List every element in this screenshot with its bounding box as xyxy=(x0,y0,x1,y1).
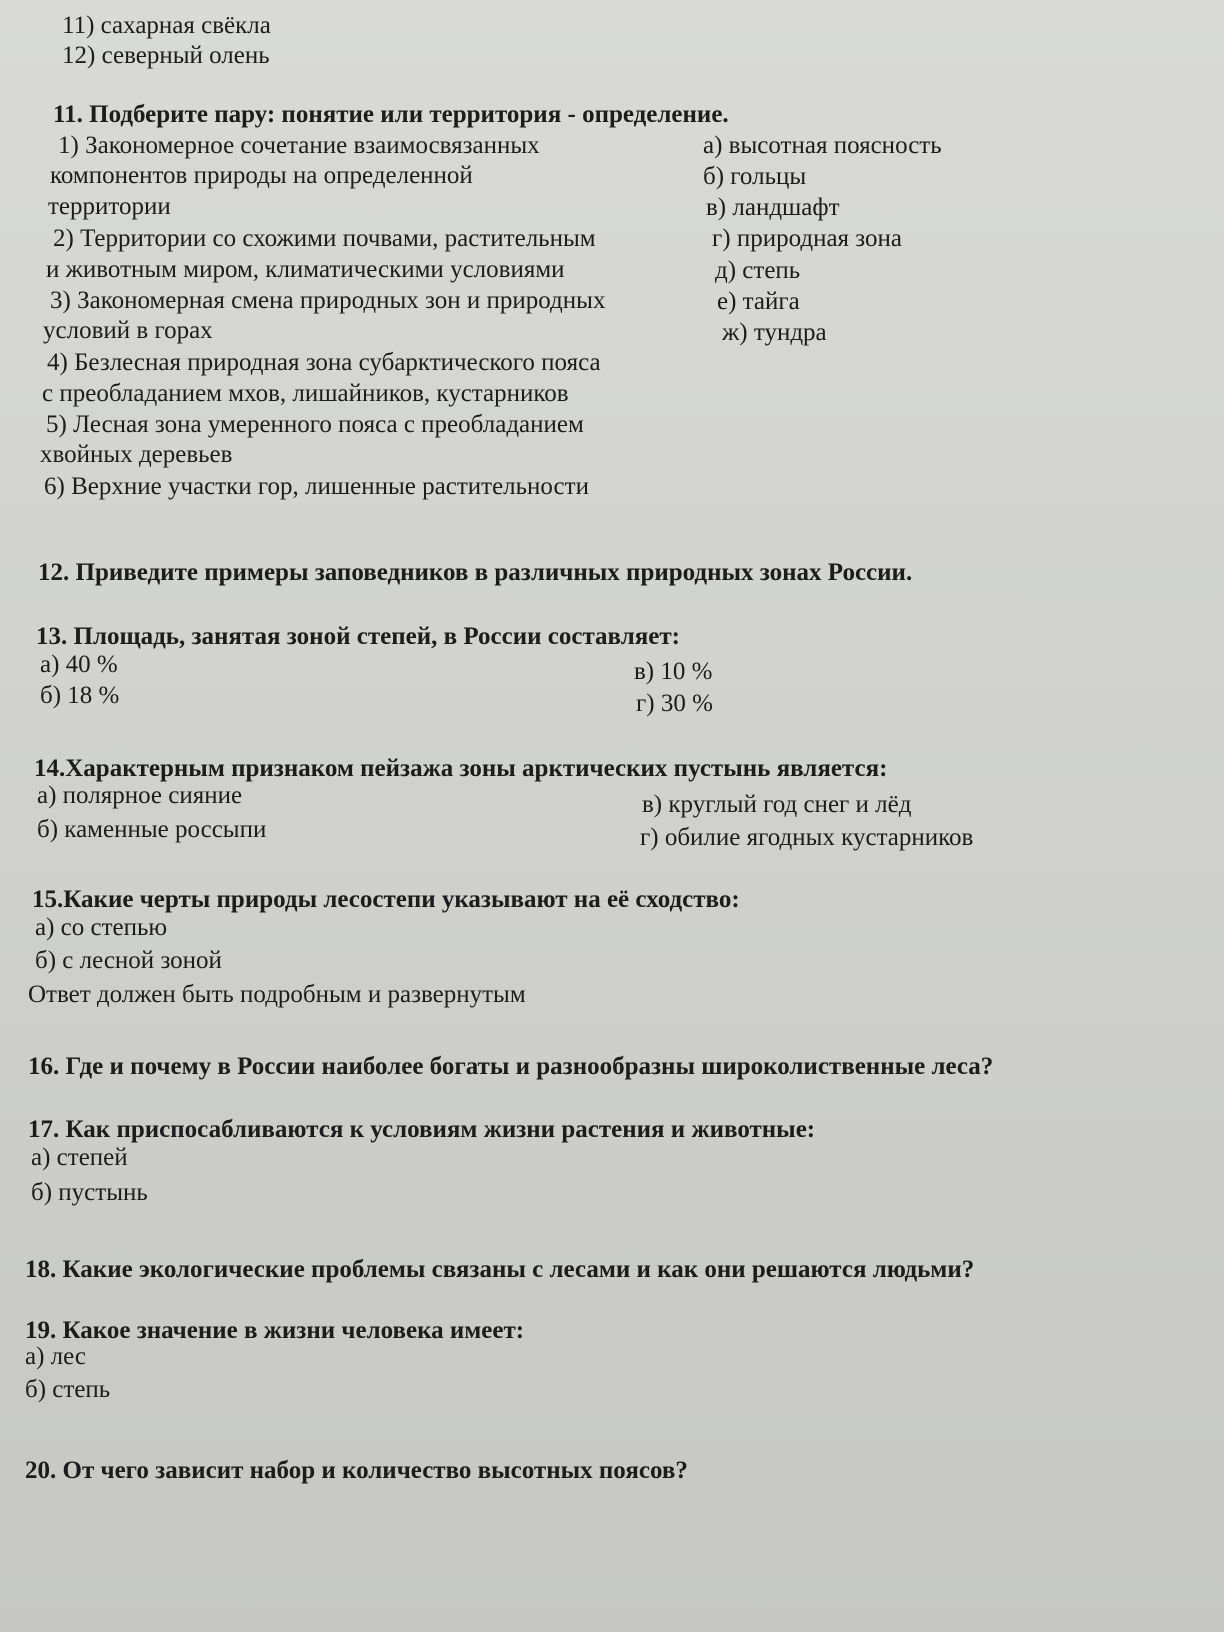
q13-option: в) 10 % xyxy=(634,658,713,685)
q11-left-line: условий в горах xyxy=(43,317,213,344)
q11-left-line: 4) Безлесная природная зона субарктического пояса xyxy=(47,349,601,376)
q14-option: б) каменные россыпи xyxy=(37,816,267,843)
prev-item: 11) сахарная свёкла xyxy=(62,12,271,39)
q19-option: а) лес xyxy=(25,1343,86,1370)
q11-left-line: территории xyxy=(48,193,171,220)
question-20-title: 20. От чего зависит набор и количество высотных поясов? xyxy=(25,1457,688,1484)
q11-right-option: е) тайга xyxy=(717,288,800,315)
q11-right-option: а) высотная поясность xyxy=(703,132,942,159)
q14-option: г) обилие ягодных кустарников xyxy=(640,824,974,851)
q11-left-line: 6) Верхние участки гор, лишенные растительности xyxy=(44,473,589,500)
q14-option: а) полярное сияние xyxy=(37,782,243,809)
q11-right-option: б) гольцы xyxy=(703,163,807,190)
q17-option: б) пустынь xyxy=(31,1179,148,1206)
question-13-title: 13. Площадь, занятая зоной степей, в России составляет: xyxy=(36,623,680,650)
q11-left-line: 2) Территории со схожими почвами, растительным xyxy=(53,225,596,252)
q11-left-line: хвойных деревьев xyxy=(40,441,233,468)
q11-left-line: 3) Закономерная смена природных зон и природных xyxy=(50,287,606,314)
q11-left-line: 5) Лесная зона умеренного пояса с преобладанием xyxy=(46,411,584,438)
q15-note: Ответ должен быть подробным и развернутым xyxy=(28,981,526,1008)
question-18-title: 18. Какие экологические проблемы связаны с лесами и как они решаются людьми? xyxy=(25,1256,975,1283)
q11-left-line: 1) Закономерное сочетание взаимосвязанных xyxy=(58,132,540,159)
q13-option: г) 30 % xyxy=(636,690,713,717)
question-15-title: 15.Какие черты природы лесостепи указывают на её сходство: xyxy=(32,886,740,913)
q15-option: а) со степью xyxy=(35,914,168,941)
q19-option: б) степь xyxy=(25,1376,111,1403)
question-16-title: 16. Где и почему в России наиболее богаты и разнообразны широколиственные леса? xyxy=(28,1053,994,1080)
q11-right-option: д) степь xyxy=(715,257,801,284)
q11-left-line: и животным миром, климатическими условиями xyxy=(46,256,565,283)
q17-option: а) степей xyxy=(31,1144,128,1171)
q13-option: а) 40 % xyxy=(40,651,118,678)
question-19-title: 19. Какое значение в жизни человека имеет: xyxy=(25,1317,525,1344)
prev-item: 12) северный олень xyxy=(62,42,270,69)
q14-option: в) круглый год снег и лёд xyxy=(642,791,912,818)
question-14-title: 14.Характерным признаком пейзажа зоны арктических пустынь является: xyxy=(34,755,888,782)
q13-option: б) 18 % xyxy=(40,682,120,709)
question-11-title: 11. Подберите пару: понятие или территория - определение. xyxy=(53,101,729,128)
q11-right-option: в) ландшафт xyxy=(706,194,840,221)
question-17-title: 17. Как приспосабливаются к условиям жизни растения и животные: xyxy=(28,1116,816,1143)
q15-option: б) с лесной зоной xyxy=(35,947,222,974)
q11-right-option: ж) тундра xyxy=(722,319,827,346)
question-12-title: 12. Приведите примеры заповедников в различных природных зонах России. xyxy=(38,559,913,586)
q11-left-line: компонентов природы на определенной xyxy=(50,162,473,189)
q11-left-line: с преобладанием мхов, лишайников, кустарников xyxy=(42,380,569,407)
q11-right-option: г) природная зона xyxy=(712,225,903,252)
